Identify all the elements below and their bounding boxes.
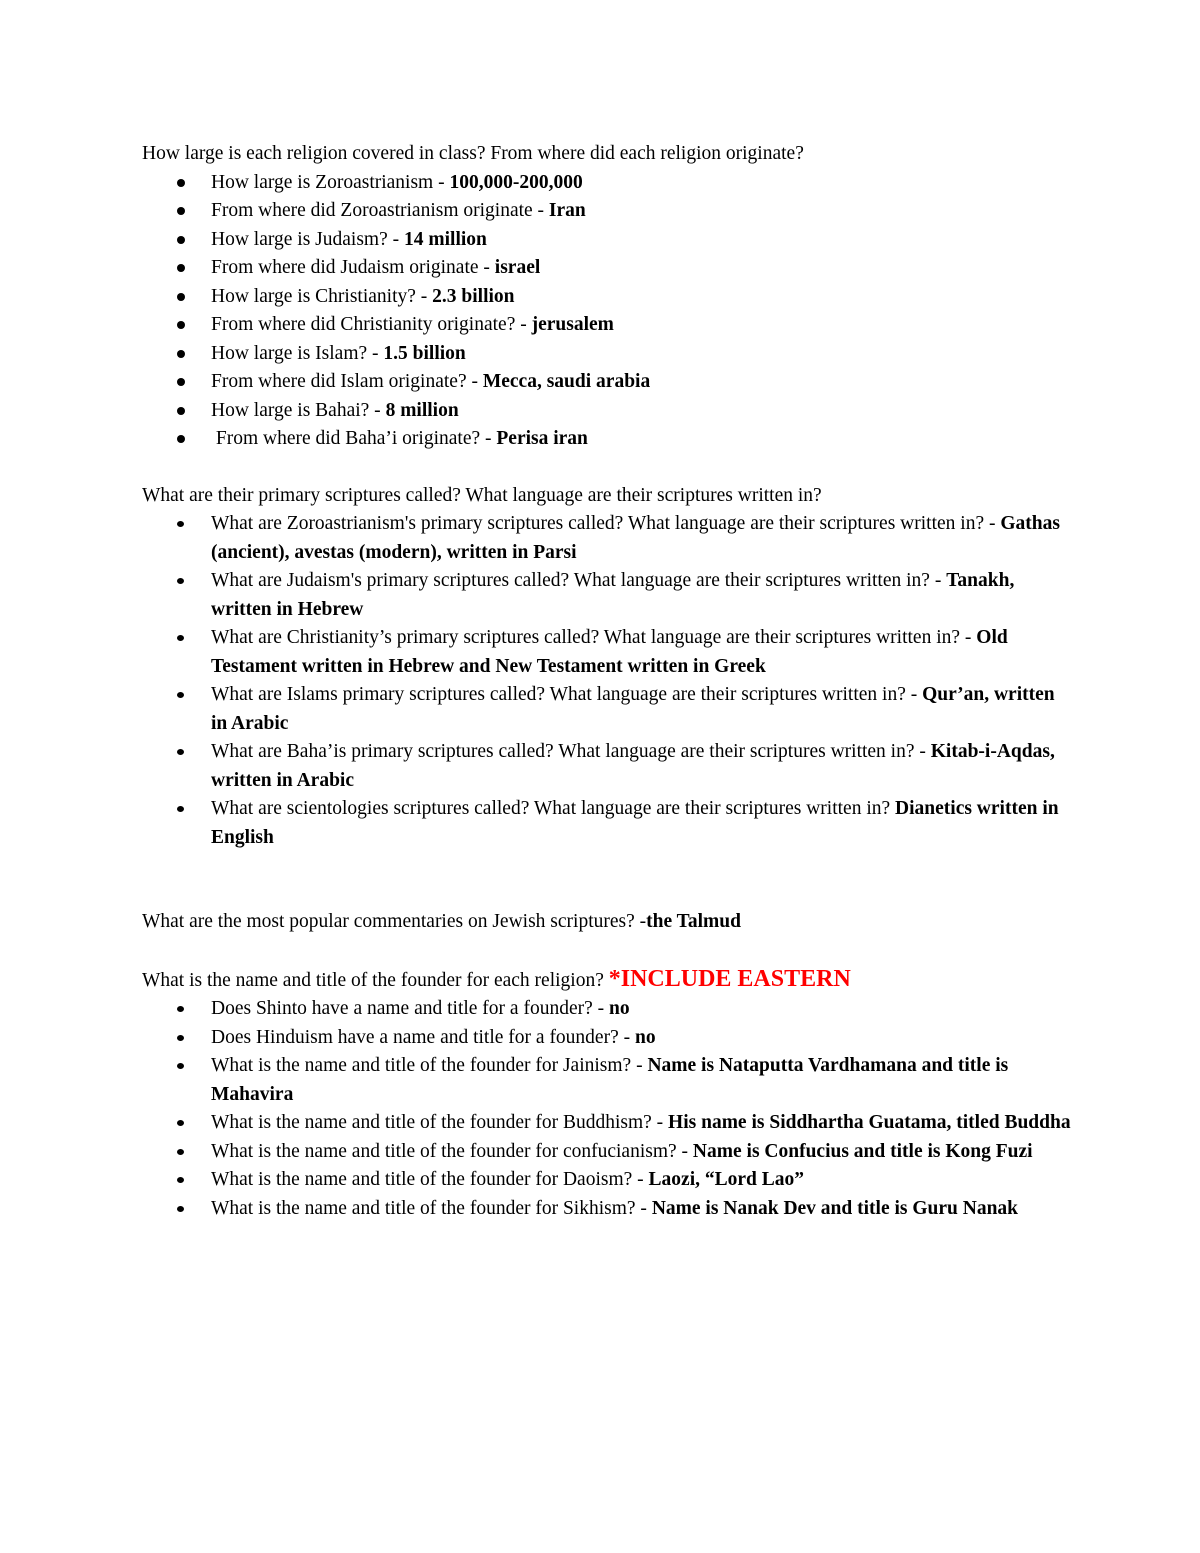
list-item-question: What is the name and title of the founder for Sikhism? -	[211, 1197, 652, 1219]
list-item-question: What is the name and title of the founder for confucianism? -	[211, 1140, 693, 1162]
list-item-answer: Tanakh, written in Hebrew	[211, 570, 1015, 620]
list-item	[142, 1195, 1072, 1224]
list-item	[142, 169, 1072, 198]
list-item-answer: no	[609, 998, 630, 1019]
list-item-answer: Name is Confucius and title is Kong Fuzi	[692, 1140, 1033, 1162]
list-item-answer: 100,000-200,000	[449, 171, 583, 193]
list-item	[142, 681, 1072, 738]
bullet-icon	[177, 1149, 184, 1155]
list-item-answer: Old Testament written in Hebrew and New Testament written in Greek	[211, 627, 1008, 677]
list-item	[142, 1138, 1072, 1167]
list-item	[142, 510, 1072, 567]
list-item-answer: Kitab-i-Aqdas, written in Arabic	[211, 741, 1055, 791]
commentaries-answer: the Talmud	[646, 911, 741, 932]
commentaries-question	[142, 908, 1072, 937]
list-item-question: How large is Christianity? -	[211, 285, 433, 307]
bullet-icon	[177, 321, 185, 329]
list-item-question: Does Shinto have a name and title for a founder? -	[211, 998, 609, 1019]
list-item-question: What are Judaism's primary scriptures called? What language are their scriptures written in? -	[211, 570, 947, 591]
list-item-answer: Qur’an, written in Arabic	[211, 684, 1055, 734]
list-item-answer: Name is Nanak Dev and title is Guru Nanak	[651, 1197, 1019, 1219]
spacer	[142, 937, 1072, 965]
section-heading-size-origin: How large is each religion covered in class? From where did each religion originate?	[142, 143, 804, 164]
list-item-question: What is the name and title of the founder for Buddhism? -	[211, 1112, 669, 1133]
bullet-icon	[177, 806, 184, 812]
list-item-question: From where did Baha’i originate? -	[211, 428, 497, 449]
list-item-question: Does Hinduism have a name and title for a founder? -	[211, 1026, 635, 1048]
list-item-answer: Name is Nataputta Vardhamana and title is Mahavira	[211, 1055, 1009, 1105]
bullet-icon	[177, 350, 185, 358]
list-item-question: How large is Zoroastrianism -	[211, 171, 450, 193]
list-item	[142, 283, 1072, 312]
section-heading-scriptures: What are their primary scriptures called? What language are their scriptures written in?	[142, 484, 822, 506]
list-item-answer: 1.5 billion	[383, 342, 466, 364]
list-item	[142, 795, 1072, 852]
list-item-question: What is the name and title of the founder for Daoism? -	[211, 1169, 649, 1190]
bullet-icon	[177, 1120, 184, 1126]
list-item-question: What are Zoroastrianism's primary scriptures called? What language are their scriptures written in? -	[211, 513, 1001, 534]
list-item-answer: Mecca, saudi arabia	[482, 371, 651, 392]
list-item	[142, 738, 1072, 795]
spacer	[142, 454, 1072, 482]
list-item	[142, 226, 1072, 255]
bullet-icon	[177, 179, 185, 187]
list-item	[142, 340, 1072, 369]
list-item-answer: israel	[494, 257, 541, 278]
list-item-question: From where did Islam originate? -	[211, 371, 483, 392]
commentaries-question-text: What are the most popular commentaries on Jewish scriptures? -	[142, 911, 647, 932]
list-item	[142, 197, 1072, 226]
list-item-answer: no	[634, 1026, 656, 1048]
list-item	[142, 311, 1072, 340]
list-item-answer: Iran	[548, 200, 586, 221]
bullet-icon	[177, 1063, 184, 1069]
list-item-answer: His name is Siddhartha Guatama, titled Buddha	[668, 1112, 1071, 1133]
bullet-icon	[177, 692, 184, 698]
bullet-icon	[177, 293, 185, 301]
bullet-icon	[177, 264, 185, 272]
bullet-icon	[177, 578, 184, 584]
founders-list	[142, 995, 1072, 1223]
list-item-question: What are Christianity’s primary scriptures called? What language are their scriptures written in? -	[211, 627, 977, 648]
list-item-question: How large is Bahai? -	[211, 399, 386, 421]
list-item	[142, 1052, 1072, 1109]
list-item	[142, 567, 1072, 624]
list-item-question: What is the name and title of the founder for Jainism? -	[211, 1055, 648, 1076]
bullet-icon	[177, 1035, 184, 1041]
list-item	[142, 624, 1072, 681]
bullet-icon	[177, 635, 184, 641]
size-origin-list	[142, 169, 1072, 454]
bullet-icon	[177, 236, 185, 244]
list-item-answer: Perisa iran	[496, 428, 588, 449]
list-item-answer: Gathas (ancient), avestas (modern), written in Parsi	[211, 513, 1060, 563]
scriptures-list	[142, 510, 1072, 852]
list-item	[142, 1024, 1072, 1053]
list-item-answer: 8 million	[385, 399, 459, 421]
list-item	[142, 397, 1072, 426]
list-item-answer: 14 million	[403, 228, 487, 250]
list-item	[142, 1166, 1072, 1195]
bullet-icon	[177, 1006, 184, 1012]
list-item-question: How large is Islam? -	[211, 342, 384, 364]
list-item-answer: Laozi, “Lord Lao”	[648, 1169, 804, 1190]
bullet-icon	[177, 378, 185, 386]
founders-heading-text: What is the name and title of the founder for each religion?	[142, 969, 609, 991]
spacer	[142, 852, 1072, 908]
document-page	[142, 140, 1072, 1223]
list-item-question: What are scientologies scriptures called? What language are their scriptures written in?	[211, 798, 896, 819]
list-item	[142, 254, 1072, 283]
list-item-question: What are Islams primary scriptures called? What language are their scriptures written in? -	[211, 684, 923, 705]
section-heading-founders	[142, 965, 1072, 996]
bullet-icon	[177, 1177, 184, 1183]
list-item	[142, 425, 1072, 454]
list-item	[142, 1109, 1072, 1138]
list-item-answer: jerusalem	[531, 314, 614, 335]
list-item-answer: 2.3 billion	[432, 285, 515, 307]
list-item-question: What are Baha’is primary scriptures called? What language are their scriptures written in? -	[211, 741, 931, 762]
list-item	[142, 368, 1072, 397]
bullet-icon	[177, 749, 184, 755]
list-item-question: From where did Judaism originate -	[211, 257, 495, 278]
list-item-question: From where did Zoroastrianism originate -	[211, 200, 549, 221]
list-item-question: How large is Judaism? -	[211, 228, 404, 250]
bullet-icon	[177, 207, 185, 215]
bullet-icon	[177, 521, 184, 527]
list-item-answer: Dianetics written in English	[211, 798, 1059, 848]
bullet-icon	[177, 407, 185, 415]
bullet-icon	[177, 435, 185, 443]
bullet-icon	[177, 1206, 184, 1212]
list-item-question: From where did Christianity originate? -	[211, 314, 532, 335]
list-item	[142, 995, 1072, 1024]
include-eastern-note: *INCLUDE EASTERN	[608, 965, 851, 992]
